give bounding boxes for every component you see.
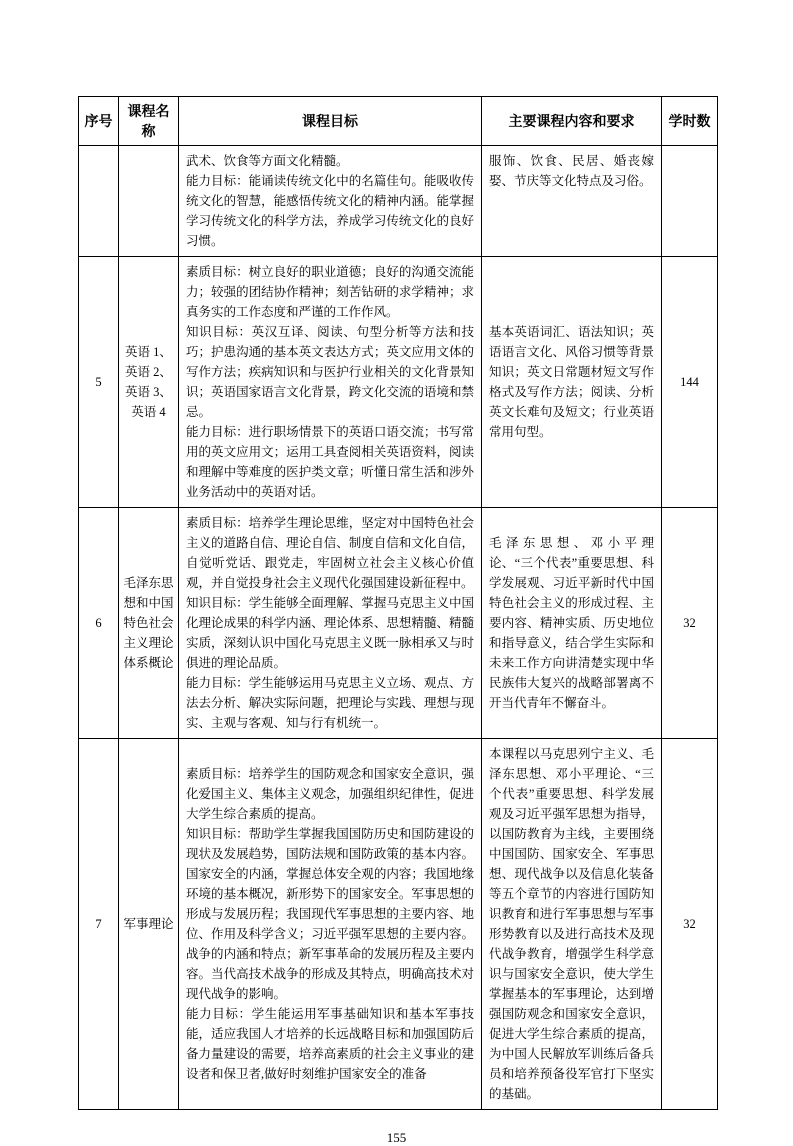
cell-course-name: 毛泽东思想和中国特色社会主义理论体系概论 — [119, 508, 179, 739]
cell-class-hours — [662, 146, 718, 257]
header-course-content: 主要课程内容和要求 — [482, 97, 662, 146]
table-header-row — [79, 97, 718, 146]
cell-course-content — [482, 739, 662, 1110]
objective-paragraph: 武术、饮食等方面文化精髓。 — [186, 154, 349, 168]
cell-class-hours: 32 — [662, 508, 718, 739]
objective-paragraph: 能力目标：进行职场情景下的英语口语交流；书写常用的英文应用文；运用工具查阅相关英语资料，阅读和理解中等难度的医护类文章；听懂日常生活和涉外业务活动中的英语对话。 — [186, 425, 474, 499]
cell-class-hours: 144 — [662, 257, 718, 508]
header-course-name: 课程名称 — [119, 97, 179, 146]
content-paragraph: 毛泽东思想、邓小平理论、“三个代表”重要思想、科学发展观、习近平新时代中国特色社会主义的形成过程、主要内容、精神实质、历史地位和指导意义，结合学生实际和未来工作方向讲清楚实现中华民族伟大复兴的战略部署离不开当代青年不懈奋斗。 — [489, 536, 654, 710]
cell-course-objectives — [179, 739, 482, 1110]
objective-paragraph: 知识目标：学生能够全面理解、掌握马克思主义中国化理论成果的科学内涵、理论体系、思想精髓、精髓实质，深刻认识中国化马克思主义既一脉相承又与时俱进的理论品质。 — [186, 596, 474, 670]
objective-paragraph: 知识目标：英汉互译、阅读、句型分析等方法和技巧；护患沟通的基本英文表达方式；英文应用文体的写作方法；疾病知识和与医护行业相关的文化背景知识；英语国家语言文化背景，跨文化交流的语境和禁忌。 — [186, 325, 474, 419]
cell-course-name: 军事理论 — [119, 739, 179, 1110]
header-course-objectives: 课程目标 — [179, 97, 482, 146]
table-row-english — [79, 257, 718, 508]
header-seq-number: 序号 — [79, 97, 119, 146]
content-paragraph: 服饰、饮食、民居、婚丧嫁娶、节庆等文化特点及习俗。 — [489, 154, 654, 188]
objective-paragraph: 素质目标：培养学生理论思维，坚定对中国特色社会主义的道路自信、理论自信、制度自信和文化自信，自觉听党话、跟党走，牢固树立社会主义核心价值观，并自觉投身社会主义现代化强国建设新征程中。 — [186, 516, 474, 590]
page-number: 155 — [386, 1130, 407, 1145]
cell-course-content — [482, 146, 662, 257]
objective-paragraph: 能力目标：学生能运用军事基础知识和基本军事技能，适应我国人才培养的长远战略目标和加强国防后备力量建设的需要，培养高素质的社会主义事业的建设者和保卫者,做好时刻维护国家安全的准备 — [186, 1007, 474, 1081]
cell-seq-number — [79, 146, 119, 257]
cell-course-content — [482, 508, 662, 739]
course-table — [78, 96, 718, 1110]
objective-paragraph: 知识目标：帮助学生掌握我国国防历史和国防建设的现状及发展趋势，国防法规和国防政策的基本内容。国家安全的内涵，掌握总体安全观的内容；我国地缘环境的基本概况，新形势下的国家安全。军事思想的形成与发展历程；我国现代军事思想的主要内容、地位、作用及科学含义；习近平强军思想的主要内容。战争的内涵和特点；新军事革命的发展历程及主要内容。当代高技术战争的形成及其特点，明确高技术对现代战争的影响。 — [186, 827, 474, 1001]
cell-course-name — [119, 146, 179, 257]
table-row-continuation — [79, 146, 718, 257]
cell-seq-number: 6 — [79, 508, 119, 739]
table-row-mao-theory — [79, 508, 718, 739]
cell-seq-number: 5 — [79, 257, 119, 508]
cell-course-name: 英语 1、英语 2、英语 3、英语 4 — [119, 257, 179, 508]
cell-course-objectives — [179, 146, 482, 257]
cell-course-content — [482, 257, 662, 508]
content-paragraph: 基本英语词汇、语法知识；英语语言文化、风俗习惯等背景知识；英文日常题材短文写作格式及写作方法；阅读、分析英文长难句及短文；行业英语常用句型。 — [489, 325, 654, 439]
cell-seq-number: 7 — [79, 739, 119, 1110]
objective-paragraph: 能力目标：学生能够运用马克思主义立场、观点、方法去分析、解决实际问题，把理论与实践、理想与现实、主观与客观、知与行有机统一。 — [186, 676, 474, 730]
objective-paragraph: 素质目标：培养学生的国防观念和国家安全意识，强化爱国主义、集体主义观念，加强组织纪律性，促进大学生综合素质的提高。 — [186, 767, 474, 821]
header-class-hours: 学时数 — [662, 97, 718, 146]
cell-course-objectives — [179, 508, 482, 739]
cell-course-objectives — [179, 257, 482, 508]
content-paragraph: 本课程以马克思列宁主义、毛泽东思想、邓小平理论、“三个代表”重要思想、科学发展观及习近平强军思想为指导，以国防教育为主线，主要围绕中国国防、国家安全、军事思想、现代战争以及信息化装备等五个章节的内容进行国防知识教育和进行军事思想与军事形势教育以及进行高技术及现代战争教育，增强学生科学意识与国家安全意识，使大学生掌握基本的军事理论，达到增强国防观念和国家安全意识，促进大学生综合素质的提高，为中国人民解放军训练后备兵员和培养预备役军官打下坚实的基础。 — [489, 747, 654, 1101]
objective-paragraph: 能力目标：能诵读传统文化中的名篇佳句。能吸收传统文化的智慧，能感悟传统文化的精神内涵。能掌握学习传统文化的科学方法，养成学习传统文化的良好习惯。 — [186, 174, 474, 248]
table-row-military-theory — [79, 739, 718, 1110]
objective-paragraph: 素质目标：树立良好的职业道德；良好的沟通交流能力；较强的团结协作精神；刻苦钻研的求学精神；求真务实的工作态度和严谨的工作作风。 — [186, 265, 474, 319]
cell-class-hours: 32 — [662, 739, 718, 1110]
